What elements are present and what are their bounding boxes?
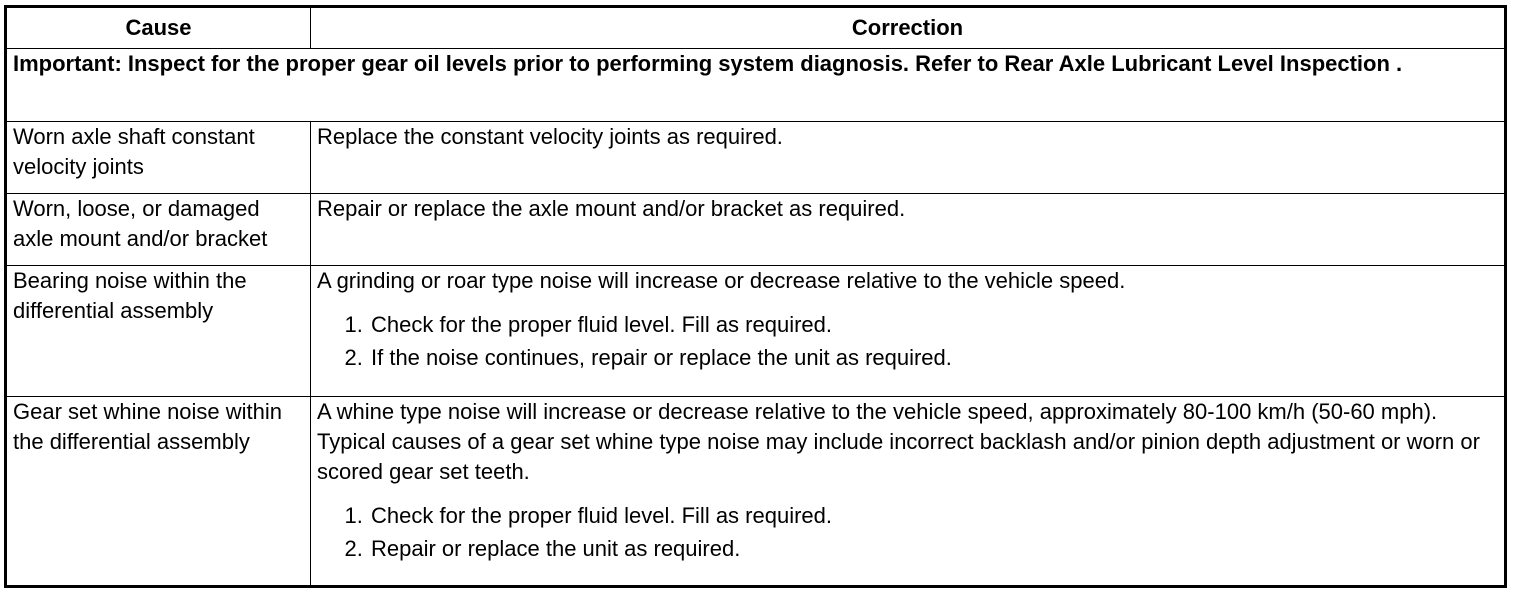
correction-steps bbox=[317, 308, 1498, 374]
correction-text: A grinding or roar type noise will increase or decrease relative to the vehicle speed. bbox=[317, 268, 1126, 293]
cause-column-header: Cause bbox=[6, 7, 311, 49]
important-note: Important: Inspect for the proper gear oil levels prior to performing system diagnosis. Refer to Rear Axle Lubricant Level Inspection . bbox=[6, 49, 1506, 122]
table-row bbox=[6, 266, 1506, 397]
correction-column-header: Correction bbox=[311, 7, 1506, 49]
cause-cell: Worn axle shaft constant velocity joints bbox=[6, 122, 311, 194]
correction-cell bbox=[311, 122, 1506, 194]
table-row bbox=[6, 194, 1506, 266]
correction-step: 2. If the noise continues, repair or replace the unit as required. bbox=[369, 341, 1498, 374]
correction-step: 1. Check for the proper fluid level. Fill as required. bbox=[369, 308, 1498, 341]
correction-cell bbox=[311, 266, 1506, 397]
correction-text: A whine type noise will increase or decrease relative to the vehicle speed, approximately 80-100 km/h (50-60 mph). Typical causes of a gear set whine type noise may include incorrect backlash and/or pinion depth adjustment or worn or scored gear set teeth. bbox=[317, 399, 1480, 484]
correction-step: 1. Check for the proper fluid level. Fill as required. bbox=[369, 499, 1498, 532]
cause-cell: Gear set whine noise within the differential assembly bbox=[6, 397, 311, 587]
cause-cell: Worn, loose, or damaged axle mount and/or bracket bbox=[6, 194, 311, 266]
cause-cell: Bearing noise within the differential assembly bbox=[6, 266, 311, 397]
correction-steps bbox=[317, 499, 1498, 565]
table-row bbox=[6, 397, 1506, 587]
correction-cell bbox=[311, 194, 1506, 266]
table-row bbox=[6, 122, 1506, 194]
correction-step: 2. Repair or replace the unit as required. bbox=[369, 532, 1498, 565]
important-note-row bbox=[6, 49, 1506, 122]
table-header-row bbox=[6, 7, 1506, 49]
correction-text: Repair or replace the axle mount and/or bracket as required. bbox=[317, 196, 906, 221]
correction-text: Replace the constant velocity joints as required. bbox=[317, 124, 783, 149]
diagnostic-table bbox=[4, 5, 1507, 588]
correction-cell bbox=[311, 397, 1506, 587]
